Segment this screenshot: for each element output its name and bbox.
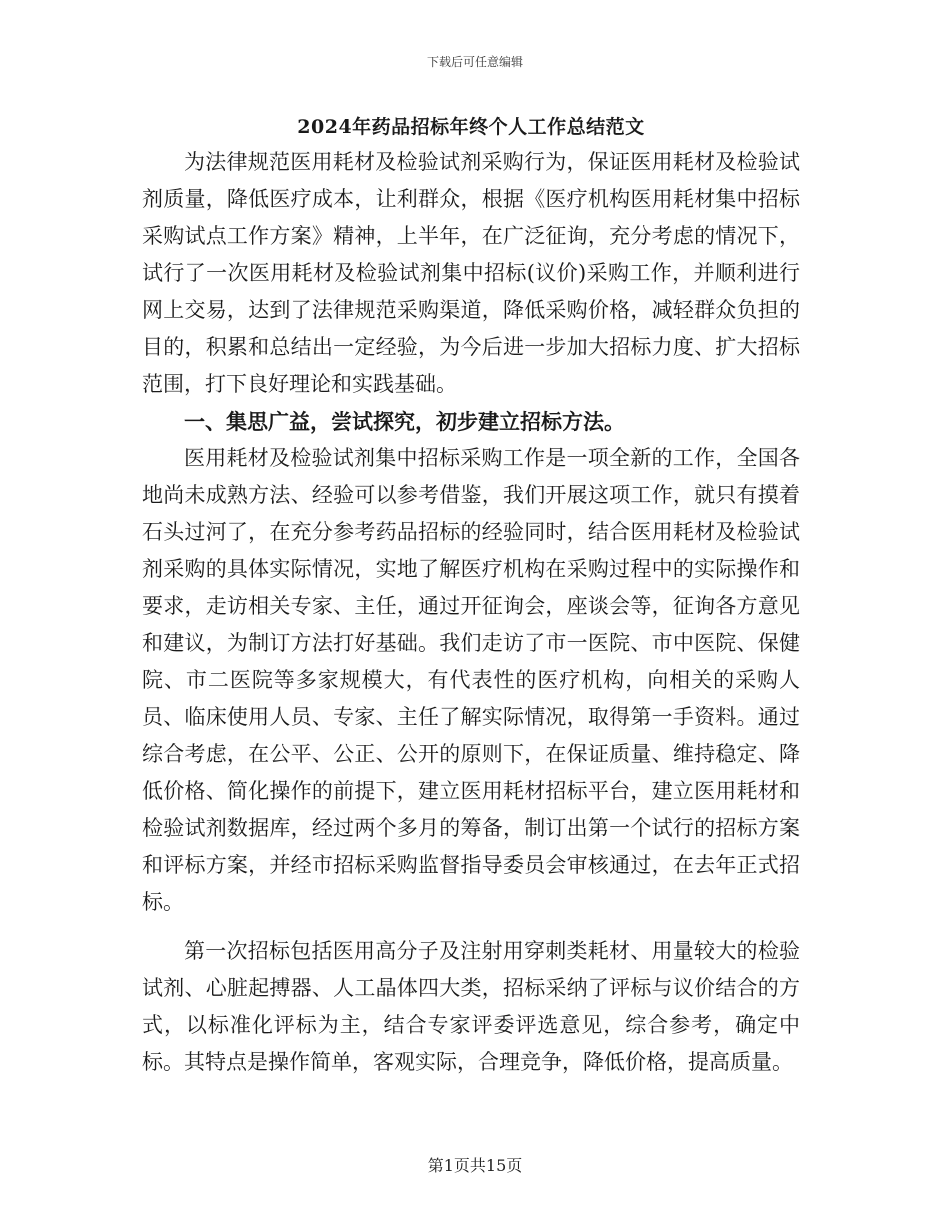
paragraph-section-1-body: 医用耗材及检验试剂集中招标采购工作是一项全新的工作，全国各地尚未成熟方法、经验可以参考借鉴，我们开展这项工作，就只有摸着石头过河了，在充分参考药品招标的经验同时，结合医用耗材及检验试剂采购的具体实际情况，实地了解医疗机构在采购过程中的实际操作和要求，走访相关专家、主任，通过开征询会，座谈会等，征询各方意见和建议，为制订方法打好基础。我们走访了市一医院、市中医院、保健院、市二医院等多家规模大，有代表性的医疗机构，向相关的采购人员、临床使用人员、专家、主任了解实际情况，取得第一手资料。通过综合考虑，在公平、公正、公开的原则下，在保证质量、维持稳定、降低价格、简化操作的前提下，建立医用耗材招标平台，建立医用耗材和检验试剂数据库，经过两个多月的筹备，制订出第一个试行的招标方案和评标方案，并经市招标采购监督指导委员会审核通过，在去年正式招标。 [142,446,800,914]
header-note: 下载后可任意编辑 [426,55,523,69]
page-number: 第1页共15页 [427,1156,523,1175]
section-heading-1: 一、集思广益，尝试探究，初步建立招标方法。 [184,409,625,434]
paragraph-intro: 为法律规范医用耗材及检验试剂采购行为，保证医用耗材及检验试剂质量，降低医疗成本，让利群众，根据《医疗机构医用耗材集中招标采购试点工作方案》精神，上半年，在广泛征询，充分考虑的情况下，试行了一次医用耗材及检验试剂集中招标(议价)采购工作，并顺利进行网上交易，达到了法律规范采购渠道，降低采购价格，减轻群众负担的目的，积累和总结出一定经验，为今后进一步加大招标力度、扩大招标范围，打下良好理论和实践基础。 [142,150,800,396]
document-body [142,112,800,1081]
paragraph-first-tender: 第一次招标包括医用高分子及注射用穿刺类耗材、用量较大的检验试剂、心脏起搏器、人工晶体四大类，招标采纳了评标与议价结合的方式，以标准化评标为主，结合专家评委评选意见，综合参考，确定中标。其特点是操作简单，客观实际，合理竞争，降低价格，提高质量。 [142,939,800,1074]
document-title: 2024年药品招标年终个人工作总结范文 [297,116,645,138]
